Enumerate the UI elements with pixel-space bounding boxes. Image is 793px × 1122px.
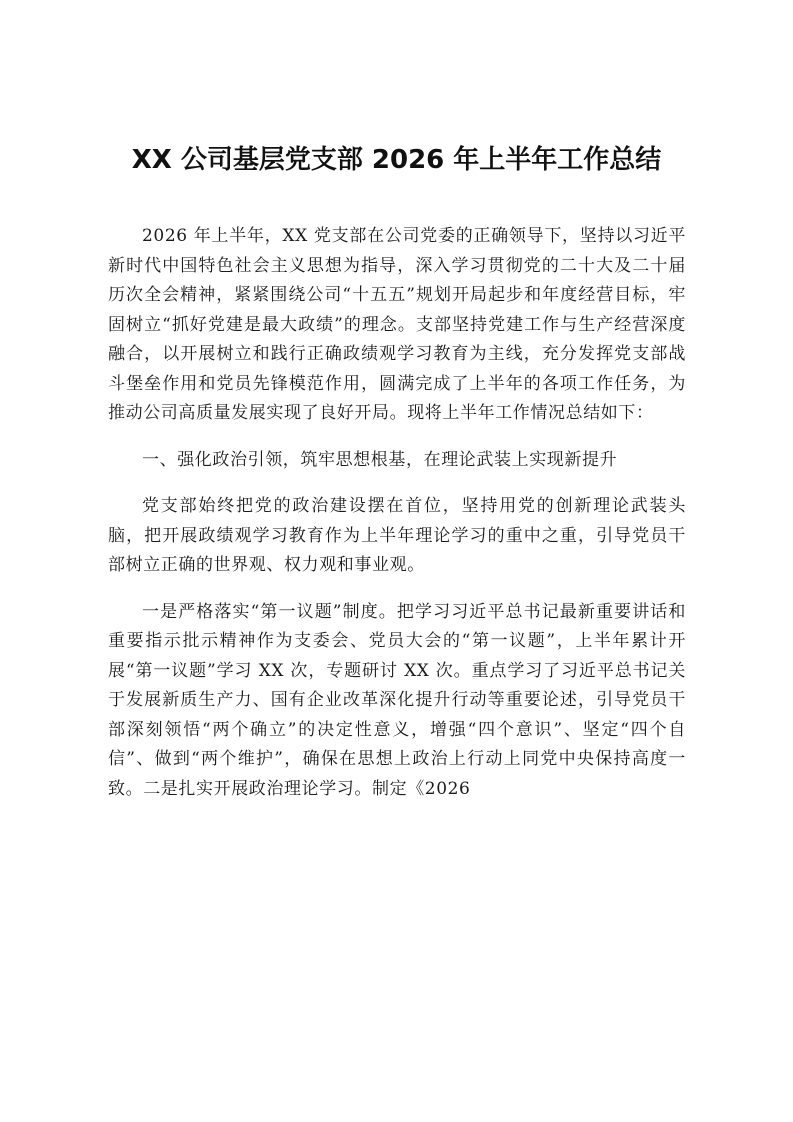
document-body	[108, 222, 686, 804]
paragraph-intro: 2026 年上半年，XX 党支部在公司党委的正确领导下，坚持以习近平新时代中国特色社会主义思想为指导，深入学习贯彻党的二十大及二十届历次全会精神，紧紧围绕公司“十五五”规划开局起步和年度经营目标，牢固树立“抓好党建是最大政绩”的理念。支部坚持党建工作与生产经营深度融合，以开展树立和践行正确政绩观学习教育为主线，充分发挥党支部战斗堡垒作用和党员先锋模范作用，圆满完成了上半年的各项工作任务，为推动公司高质量发展实现了良好开局。现将上半年工作情况总结如下：	[108, 226, 686, 423]
section-heading-1: 一、强化政治引领，筑牢思想根基，在理论武装上实现新提升	[142, 449, 618, 470]
paragraph-section-1-overview: 党支部始终把党的政治建设摆在首位，坚持用党的创新理论武装头脑，把开展政绩观学习教育作为上半年理论学习的重中之重，引导党员干部树立正确的世界观、权力观和事业观。	[108, 496, 686, 575]
document-title: XX 公司基层党支部 2026 年上半年工作总结	[131, 145, 662, 175]
paragraph-section-1-details: 一是严格落实“第一议题”制度。把学习习近平总书记最新重要讲话和重要指示批示精神作为支委会、党员大会的“第一议题”，上半年累计开展“第一议题”学习 XX 次，专题研讨 XX 次。重点学习了习近平总书记关于发展新质生产力、国有企业改革深化提升行动等重要论述，引导党员干部深刻领悟“两个确立”的决定性意义，增强“四个意识”、坚定“四个自信”、做到“两个维护”，确保在思想上政治上行动上同党中央保持高度一致。二是扎实开展政治理论学习。制定《2026	[108, 601, 686, 799]
